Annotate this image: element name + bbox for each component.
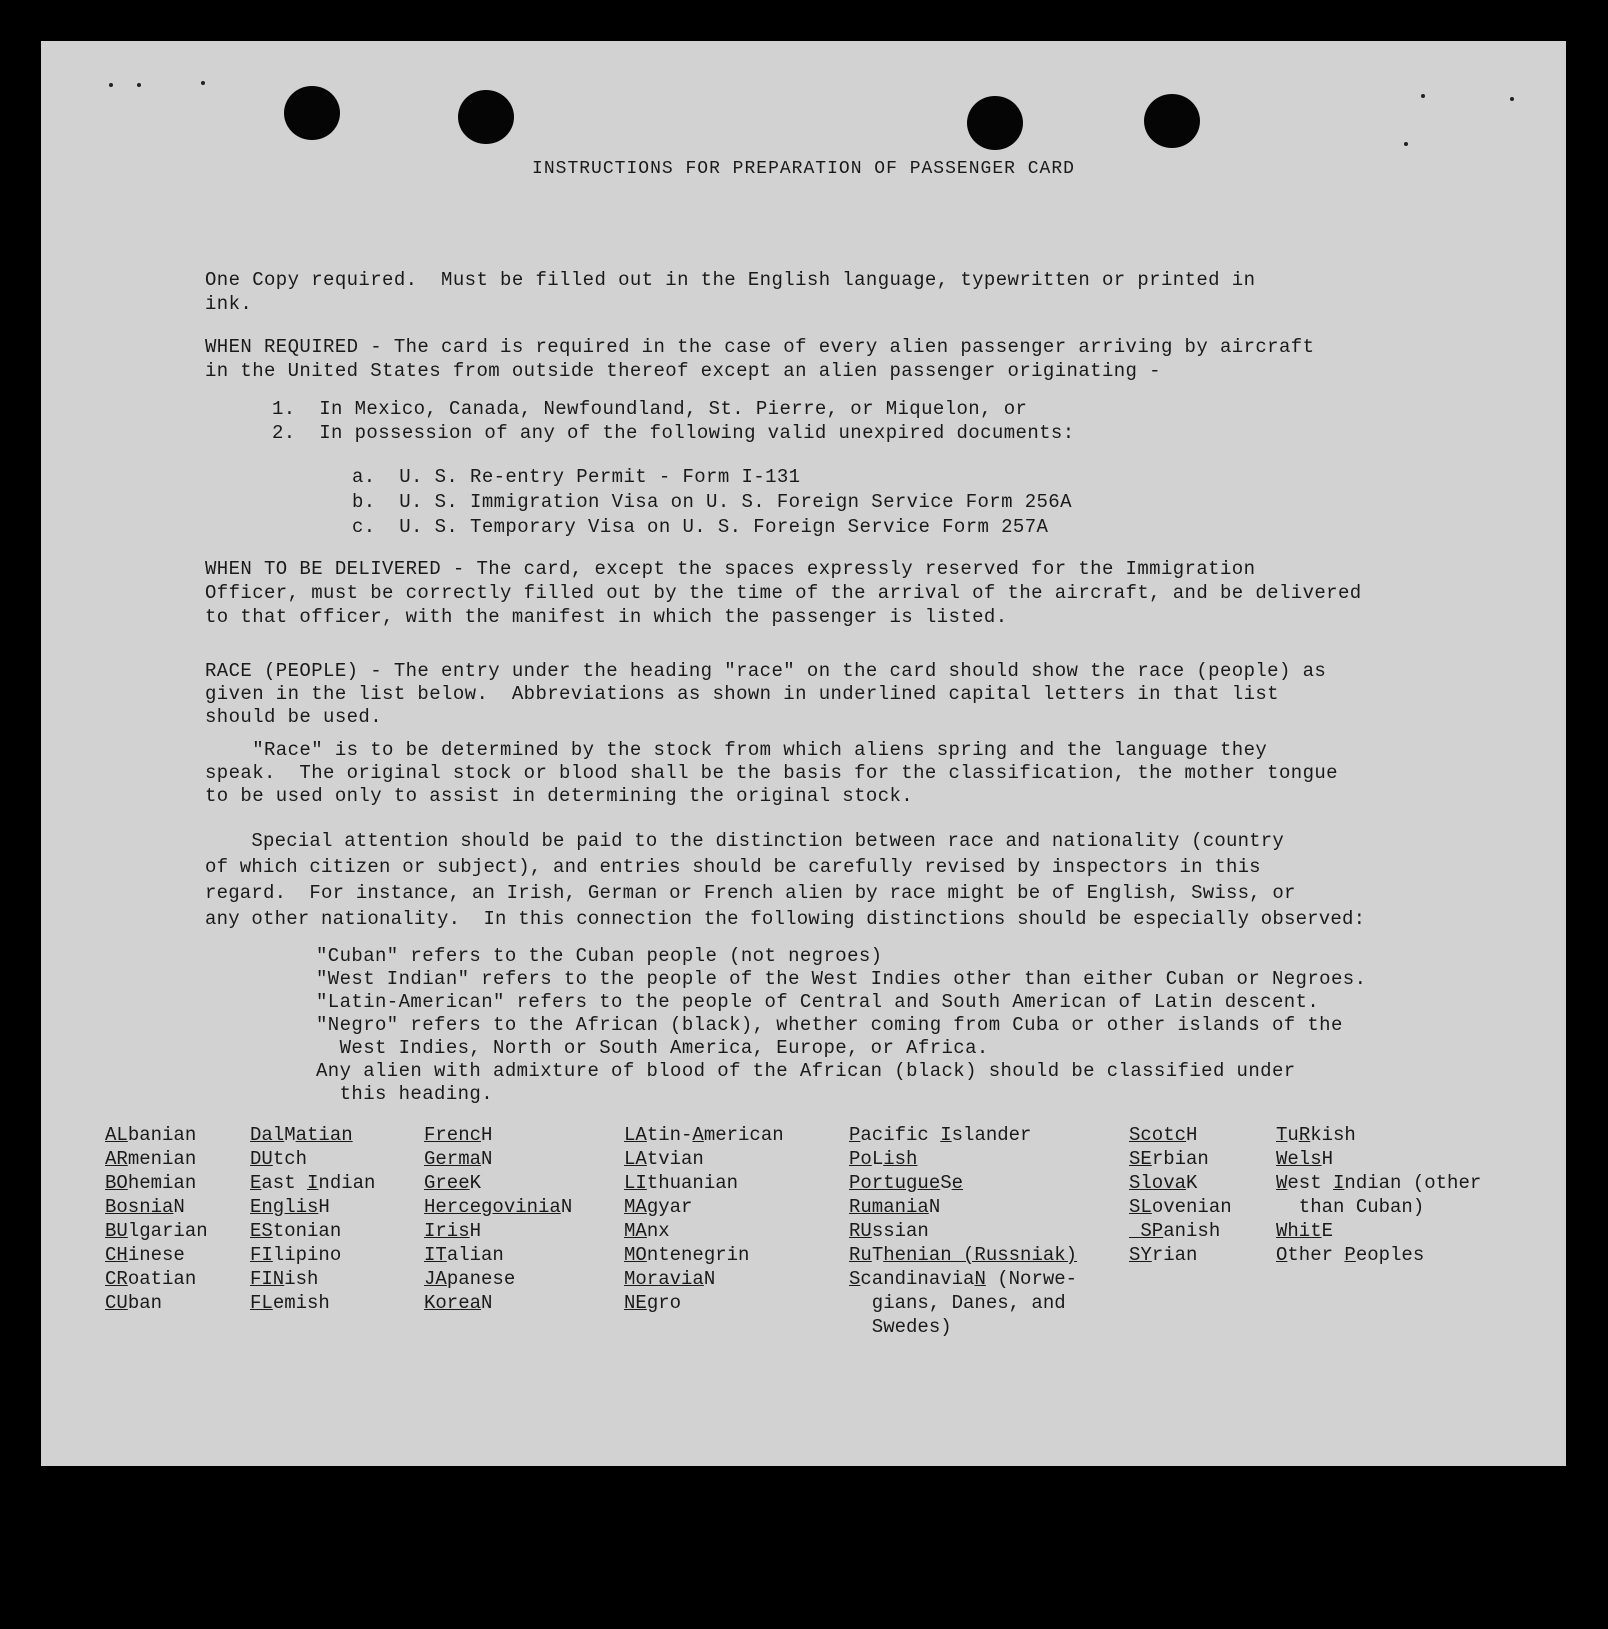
race-list-item — [424, 1291, 572, 1315]
race-list-item — [1129, 1195, 1232, 1219]
abbreviation: O — [1276, 1244, 1288, 1266]
abbreviation: Iris — [424, 1220, 470, 1242]
abbreviation: AR — [105, 1148, 128, 1170]
abbreviation: JA — [424, 1268, 447, 1290]
race-list-item — [849, 1147, 1077, 1171]
abbreviation: CU — [105, 1292, 128, 1314]
race-name-part: kish — [1310, 1124, 1356, 1146]
abbreviation: SY — [1129, 1244, 1152, 1266]
abbreviation: W — [1276, 1172, 1288, 1194]
race-name-part: lgarian — [127, 1220, 208, 1242]
race-list-item — [250, 1219, 375, 1243]
race-list-item — [424, 1123, 572, 1147]
abbreviation: LA — [624, 1148, 647, 1170]
race-list-item — [624, 1171, 784, 1195]
race-name-part: candinavia — [860, 1268, 975, 1290]
race-name-part: slander — [951, 1124, 1032, 1146]
document-title: INSTRUCTIONS FOR PREPARATION OF PASSENGER CARD — [532, 159, 1075, 179]
when-required-paragraph: WHEN REQUIRED - The card is required in the case of every alien passenger arriving by aircraft in the United States from outside thereof except an alien passenger originating - — [205, 336, 1315, 382]
race-list-item — [105, 1123, 208, 1147]
abbreviation: I — [307, 1172, 319, 1194]
race-name-part: E — [1321, 1220, 1334, 1242]
abbreviation: Slova — [1129, 1172, 1187, 1194]
dust-speck — [1510, 97, 1514, 101]
race-name-part: ban — [127, 1292, 163, 1314]
race-name-part: tch — [272, 1148, 308, 1170]
race-list-item — [105, 1267, 208, 1291]
race-list-item — [849, 1243, 1077, 1267]
race-list-item — [105, 1171, 208, 1195]
abbreviation: Ru — [849, 1244, 872, 1266]
race-list-item — [250, 1147, 375, 1171]
abbreviation: Whit — [1276, 1220, 1322, 1242]
race-name-part: menian — [127, 1148, 197, 1170]
dust-speck — [201, 81, 205, 85]
race-list-item — [1276, 1243, 1481, 1267]
dust-speck — [1404, 142, 1408, 146]
abbreviation: Hercegovinia — [424, 1196, 561, 1218]
punch-hole — [284, 86, 340, 140]
abbreviation: P — [849, 1124, 861, 1146]
abbreviation: MA — [624, 1220, 647, 1242]
abbreviation: SE — [1129, 1148, 1152, 1170]
document-sheet — [41, 41, 1566, 1466]
abbreviation: Dal — [250, 1124, 285, 1146]
abbreviation: ish — [883, 1148, 918, 1170]
race-name-part: thuanian — [646, 1172, 739, 1194]
abbreviation: NE — [624, 1292, 647, 1314]
race-list-item — [624, 1267, 784, 1291]
race-paragraph: RACE (PEOPLE) - The entry under the heading "race" on the card should show the race (people) as given in the list below. Abbreviations as shown in underlined capital letters in that list should be used. — [205, 660, 1327, 728]
race-name-part: ast — [261, 1172, 308, 1194]
race-list-item — [849, 1219, 1077, 1243]
race-name-part: inese — [127, 1244, 185, 1266]
dust-speck — [109, 83, 113, 87]
race-list-item — [624, 1123, 784, 1147]
race-name-part: acific — [860, 1124, 941, 1146]
abbreviation: P — [1344, 1244, 1356, 1266]
abbreviation: E — [250, 1172, 262, 1194]
race-list-item — [849, 1291, 1077, 1315]
abbreviation: atian — [295, 1124, 353, 1146]
race-name-part: K — [1186, 1172, 1198, 1194]
when-delivered-paragraph: WHEN TO BE DELIVERED - The card, except the spaces expressly reserved for the Immigration Officer, must be correctly filled out by the time of the arrival of the aircraft, and be delivered to that officer, with the manifest in which the passenger is listed. — [205, 558, 1362, 628]
race-list-item — [624, 1147, 784, 1171]
race-name-part: merican — [703, 1124, 784, 1146]
race-list-item — [624, 1243, 784, 1267]
race-list-item — [1129, 1123, 1232, 1147]
race-list-item — [424, 1195, 572, 1219]
race-name-part: anish — [1163, 1220, 1221, 1242]
race-name-part: emish — [272, 1292, 330, 1314]
race-name-part: N — [703, 1268, 716, 1290]
race-name-part: tvian — [646, 1148, 704, 1170]
abbreviation: IT — [424, 1244, 447, 1266]
abbreviation: Po — [849, 1148, 872, 1170]
abbreviation: I — [940, 1124, 952, 1146]
abbreviation: Germa — [424, 1148, 482, 1170]
race-list-item — [424, 1147, 572, 1171]
race-list-item — [250, 1195, 375, 1219]
race-column — [624, 1123, 784, 1315]
abbreviation: BU — [105, 1220, 128, 1242]
race-list-item — [1129, 1219, 1232, 1243]
abbreviation: LA — [624, 1124, 647, 1146]
abbreviation: BO — [105, 1172, 128, 1194]
intro-paragraph: One Copy required. Must be filled out in the English language, typewritten or printed in ink. — [205, 269, 1256, 315]
race-list-item — [105, 1291, 208, 1315]
race-name-part: est — [1287, 1172, 1334, 1194]
abbreviation: RU — [849, 1220, 872, 1242]
race-list-item — [250, 1123, 375, 1147]
dust-speck — [137, 83, 141, 87]
special-attention-paragraph: Special attention should be paid to the distinction between race and nationality (country of which citizen or subject), and entries should be carefully revised by inspectors in this regard. For instance, an Irish, German or French alien by race might be of English, Swiss, or any other nationality. In this connection the following distinctions should be especially observed: — [205, 830, 1366, 930]
race-name-part: ssian — [871, 1220, 929, 1242]
race-column — [849, 1123, 1077, 1339]
race-name-part: N — [560, 1196, 573, 1218]
abbreviation: A — [692, 1124, 704, 1146]
race-name-part: banian — [127, 1124, 197, 1146]
race-list-item — [624, 1195, 784, 1219]
race-list-item — [424, 1171, 572, 1195]
abbreviation: Englis — [250, 1196, 319, 1218]
race-list-item — [1276, 1195, 1481, 1219]
race-column — [105, 1123, 208, 1315]
race-list-item — [624, 1219, 784, 1243]
abbreviation: Frenc — [424, 1124, 482, 1146]
abbreviation: Bosnia — [105, 1196, 174, 1218]
race-name-part: M — [284, 1124, 296, 1146]
race-name-part: N — [173, 1196, 185, 1218]
distinctions-list: "Cuban" refers to the Cuban people (not negroes) "West Indian" refers to the people of the West Indies other than either Cuban or Negroes. "Latin-American" refers to the people of Central and South American of Latin descent. "Negro" refers to the African (black), whether coming from Cuba or other islands of the West Indies, North or South America, Europe, or Africa. Any alien with admixture of blood of the African (black) should be classified under this heading. — [316, 945, 1367, 1105]
race-list-item — [849, 1195, 1077, 1219]
abbreviation: Korea — [424, 1292, 482, 1314]
race-name-part: ish — [284, 1268, 319, 1290]
race-name-part: gians, Danes, and — [849, 1292, 1066, 1314]
race-determined-paragraph: "Race" is to be determined by the stock from which aliens spring and the language they speak. The original stock or blood shall be the basis for the classification, the mother tongue to be used only to assist in determining the original stock. — [205, 739, 1338, 807]
race-name-part: N — [481, 1292, 493, 1314]
abbreviation: SP — [1129, 1220, 1164, 1242]
race-name-part: ntenegrin — [646, 1244, 750, 1266]
race-name-part: L — [871, 1148, 884, 1170]
race-name-part: hemian — [127, 1172, 197, 1194]
abbreviation: AL — [105, 1124, 128, 1146]
abbreviation: CH — [105, 1244, 128, 1266]
race-name-part: Swedes) — [849, 1316, 952, 1338]
race-list-item — [1129, 1147, 1232, 1171]
race-name-part: (Norwe- — [985, 1268, 1078, 1290]
race-list-item — [250, 1291, 375, 1315]
race-name-part: H — [1186, 1124, 1198, 1146]
race-list-item — [105, 1243, 208, 1267]
race-column — [424, 1123, 572, 1315]
abbreviation: Moravia — [624, 1268, 704, 1290]
race-column — [1129, 1123, 1232, 1267]
punch-hole — [967, 96, 1023, 150]
race-name-part: S — [940, 1172, 952, 1194]
abbreviation: MO — [624, 1244, 647, 1266]
race-name-part: rian — [1151, 1244, 1198, 1266]
numbered-list: 1. In Mexico, Canada, Newfoundland, St. Pierre, or Miquelon, or 2. In possession of any of the following valid unexpired documents: — [272, 398, 1075, 444]
race-name-part: tin- — [646, 1124, 693, 1146]
abbreviation: henian (Russniak) — [883, 1244, 1078, 1266]
race-list-item — [1276, 1219, 1481, 1243]
race-list-item — [849, 1123, 1077, 1147]
abbreviation: Wels — [1276, 1148, 1322, 1170]
race-name-part: tonian — [272, 1220, 342, 1242]
race-name-part: ther — [1287, 1244, 1345, 1266]
race-list-item — [849, 1171, 1077, 1195]
race-name-part: H — [318, 1196, 330, 1218]
race-name-part: H — [481, 1124, 493, 1146]
abbreviation: N — [974, 1268, 986, 1290]
abbreviation: MA — [624, 1196, 647, 1218]
race-list-item — [849, 1315, 1077, 1339]
abbreviation: T — [1276, 1124, 1288, 1146]
race-name-part: alian — [446, 1244, 504, 1266]
race-name-part: T — [871, 1244, 884, 1266]
abbreviation: I — [1333, 1172, 1345, 1194]
race-list-item — [105, 1195, 208, 1219]
race-list-item — [250, 1171, 375, 1195]
race-name-part: N — [928, 1196, 941, 1218]
race-name-part: rbian — [1151, 1148, 1209, 1170]
race-name-part: ovenian — [1151, 1196, 1232, 1218]
race-name-part: ndian (other — [1344, 1172, 1482, 1194]
race-name-part: nx — [646, 1220, 670, 1242]
punch-hole — [458, 90, 514, 144]
race-list-item — [424, 1219, 572, 1243]
race-list-item — [1129, 1243, 1232, 1267]
race-name-part: oatian — [127, 1268, 197, 1290]
race-name-part: H — [1321, 1148, 1334, 1170]
abbreviation: SL — [1129, 1196, 1152, 1218]
race-name-part: u — [1287, 1124, 1299, 1146]
race-list-item — [1276, 1171, 1481, 1195]
abbreviation: LI — [624, 1172, 647, 1194]
race-list-item — [424, 1243, 572, 1267]
abbreviation: CR — [105, 1268, 128, 1290]
race-list-item — [105, 1147, 208, 1171]
abbreviation: DU — [250, 1148, 273, 1170]
race-list-item — [424, 1267, 572, 1291]
abbreviation: ES — [250, 1220, 273, 1242]
race-name-part: than Cuban) — [1276, 1196, 1425, 1218]
race-list-item — [624, 1291, 784, 1315]
race-list-item — [250, 1267, 375, 1291]
race-name-part: H — [469, 1220, 482, 1242]
abbreviation: FL — [250, 1292, 273, 1314]
race-name-part: K — [469, 1172, 482, 1194]
abbreviation: Portugue — [849, 1172, 941, 1194]
abbreviation: FI — [250, 1244, 273, 1266]
race-list-item — [1276, 1123, 1481, 1147]
abbreviation: e — [951, 1172, 964, 1194]
abbreviation: Scotc — [1129, 1124, 1187, 1146]
race-list-item — [1129, 1171, 1232, 1195]
race-list-item — [250, 1243, 375, 1267]
race-name-part: ndian — [318, 1172, 376, 1194]
race-name-part: lipino — [272, 1244, 342, 1266]
race-name-part: eoples — [1355, 1244, 1425, 1266]
race-column — [250, 1123, 375, 1315]
race-name-part: N — [481, 1148, 493, 1170]
documents-list: a. U. S. Re-entry Permit - Form I-131 b. U. S. Immigration Visa on U. S. Foreign Service Form 256A c. U. S. Temporary Visa on U. S. Foreign Service Form 257A — [352, 466, 1072, 538]
abbreviation: Gree — [424, 1172, 470, 1194]
dust-speck — [1421, 94, 1425, 98]
race-name-part: panese — [446, 1268, 516, 1290]
punch-hole — [1144, 94, 1200, 148]
abbreviation: R — [1298, 1124, 1311, 1146]
race-name-part: gyar — [646, 1196, 693, 1218]
race-list-item — [849, 1267, 1077, 1291]
abbreviation: S — [849, 1268, 861, 1290]
abbreviation: Rumania — [849, 1196, 929, 1218]
race-list-item — [105, 1219, 208, 1243]
abbreviation: FIN — [250, 1268, 285, 1290]
race-list-item — [1276, 1147, 1481, 1171]
race-column — [1276, 1123, 1481, 1267]
race-name-part: gro — [646, 1292, 682, 1314]
